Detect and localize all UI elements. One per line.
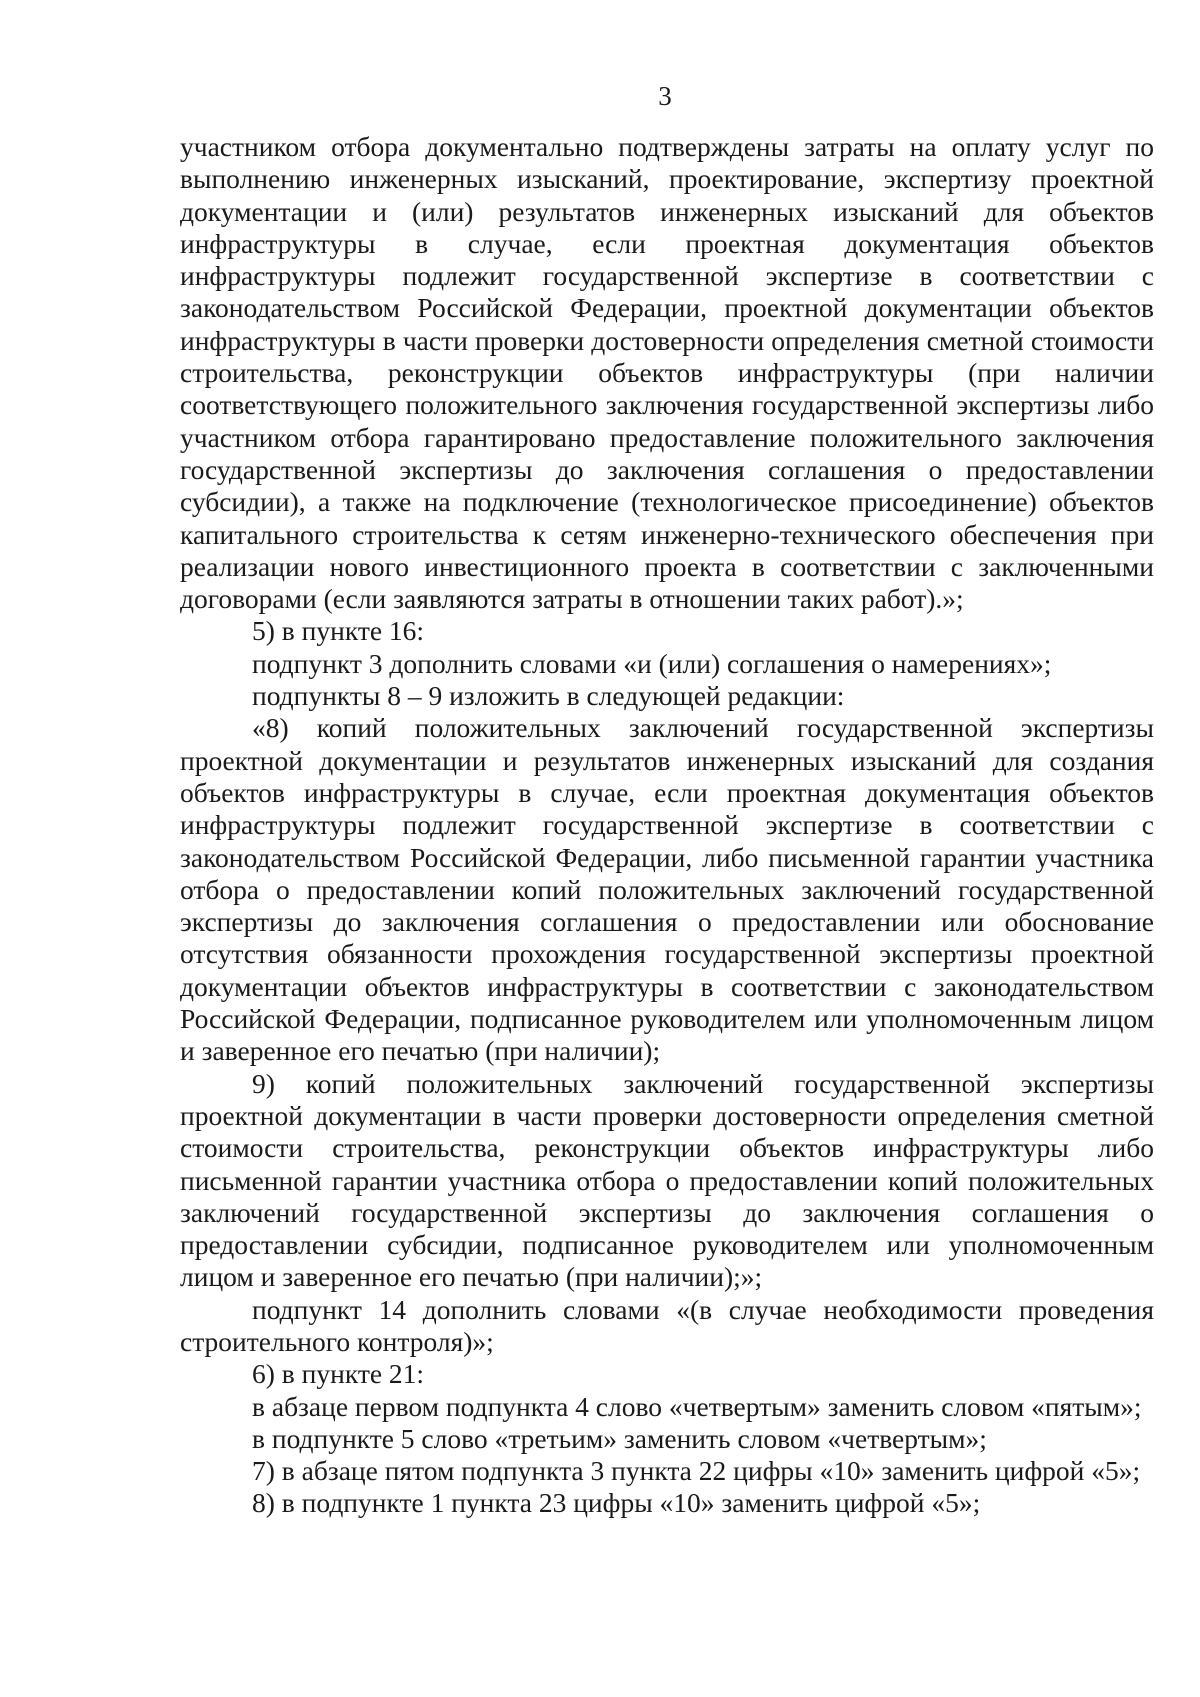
paragraph-subitem-4-change: в абзаце первом подпункта 4 слово «четвертым» заменить словом «пятым»; [252,1390,1142,1422]
paragraph-item-8: 8) в подпункте 1 пункта 23 цифры «10» заменить цифрой «5»; [252,1487,981,1519]
paragraph-subitem-9-text: 9) копий положительных заключений государственной экспертизы проектной документации в части проверки достоверности определения сметной стоимости строительства, реконструкции объектов инфраструктуры либо письменной гарантии участника отбора о предоставлении копий положительных заключений государственной экспертизы до заключения соглашения о предоставлении субсидии, подписанное руководителем или уполномоченным лицом и заверенное его печатью (при наличии);»; [180,1067,1154,1293]
paragraph-item-7: 7) в абзаце пятом подпункта 3 пункта 22 цифры «10» заменить цифрой «5»; [252,1455,1141,1487]
paragraph-continuation: участником отбора документально подтверждены затраты на оплату услуг по выполнению инженерных изысканий, проектирование, экспертизу проектной документации и (или) результатов инженерных изысканий для объектов инфраструктуры в случае, если проектная документация объектов инфраструктуры подлежит государственной экспертизе в соответствии с законодательством Российской Федерации, проектной документации объектов инфраструктуры в части проверки достоверности определения сметной стоимости строительства, реконструкции объектов инфраструктуры (при наличии соответствующего положительного заключения государственной экспертизы либо участником отбора гарантировано предоставление положительного заключения государственной экспертизы до заключения соглашения о предоставлении субсидии), а также на подключение (технологическое присоединение) объектов капитального строительства к сетям инженерно-технического обеспечения при реализации нового инвестиционного проекта в соответствии с заключенными договорами (если заявляются затраты в отношении таких работ).»; [180,131,1154,615]
paragraph-item-5: 5) в пункте 16: [252,615,425,647]
paragraph-item-6: 6) в пункте 21: [252,1358,425,1390]
paragraph-subitem-5-change: в подпункте 5 слово «третьим» заменить словом «четвертым»; [252,1422,987,1454]
paragraph-subitem-3: подпункт 3 дополнить словами «и (или) соглашения о намерениях»; [252,647,1052,679]
paragraph-subitem-8-text: «8) копий положительных заключений государственной экспертизы проектной документации и результатов инженерных изысканий для создания объектов инфраструктуры в случае, если проектная документация объектов инфраструктуры подлежит государственной экспертизе в соответствии с законодательством Российской Федерации, либо письменной гарантии участника отбора о предоставлении копий положительных заключений государственной экспертизы до заключения соглашения о предоставлении или обоснование отсутствия обязанности прохождения государственной экспертизы проектной документации объектов инфраструктуры в соответствии с законодательством Российской Федерации, подписанное руководителем или уполномоченным лицом и заверенное его печатью (при наличии); [180,712,1154,1067]
paragraph-subitem-14: подпункт 14 дополнить словами «(в случае необходимости проведения строительного контроля)»; [180,1293,1154,1357]
document-body [180,131,1154,1520]
page-number: 3 [658,81,672,111]
paragraph-subitems-8-9: подпункты 8 – 9 изложить в следующей редакции: [252,680,845,712]
